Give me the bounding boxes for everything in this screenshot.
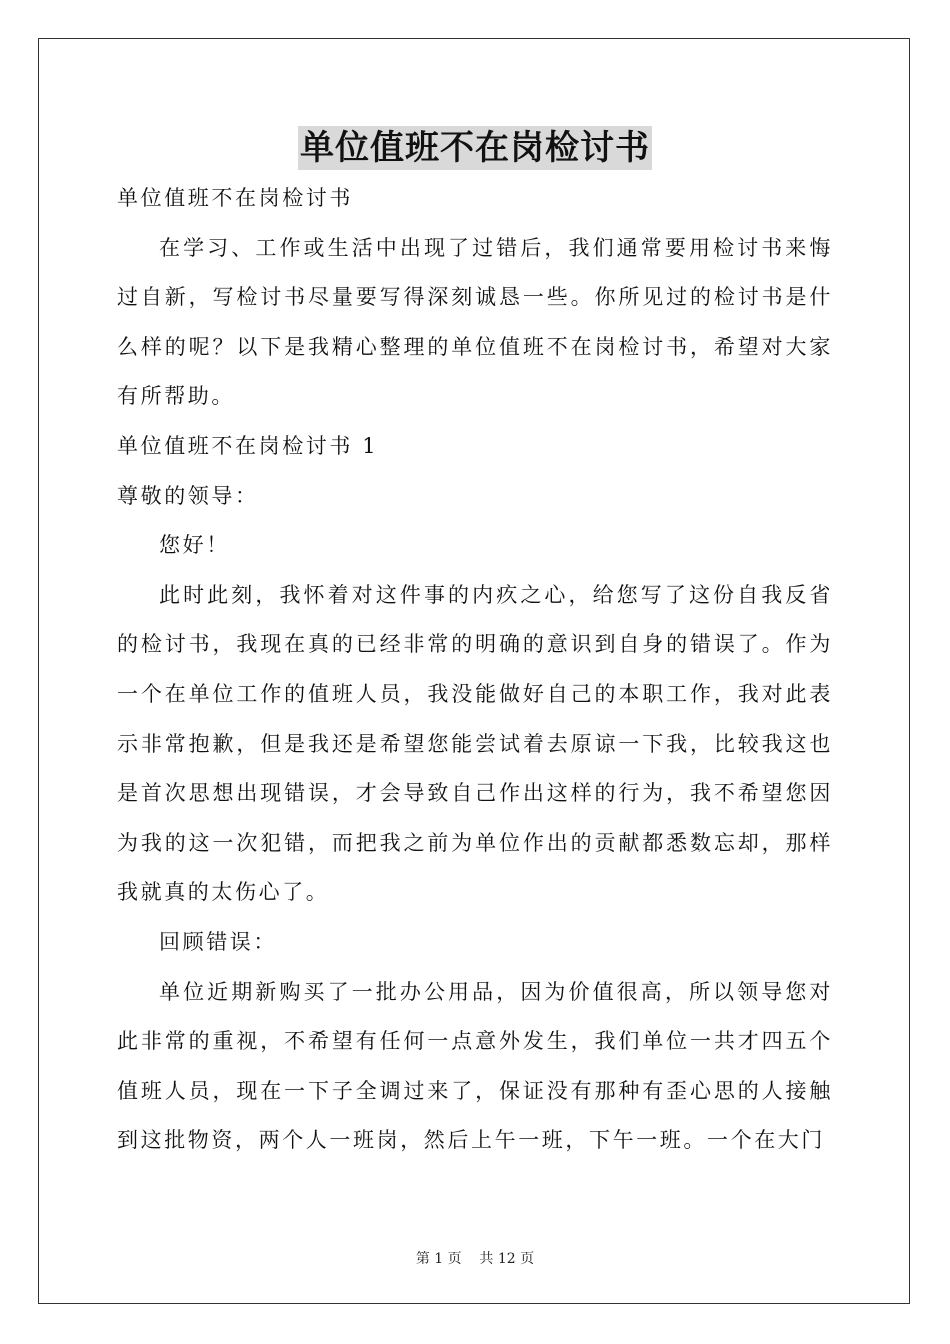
- page-footer: [0, 1248, 950, 1268]
- paragraph: 在学习、工作或生活中出现了过错后，我们通常要用检讨书来悔过自新，写检讨书尽量要写得深刻诚恳一些。你所见过的检讨书是什么样的呢？以下是我精心整理的单位值班不在岗检讨书，希望对大家有所帮助。: [117, 235, 833, 409]
- paragraph: 您好！: [159, 533, 230, 558]
- document-title: 单位值班不在岗检讨书: [300, 128, 650, 168]
- document-body: [117, 174, 833, 1166]
- paragraph: 尊敬的领导：: [117, 483, 259, 508]
- paragraph: 单位近期新购买了一批办公用品，因为价值很高，所以领导您对此非常的重视，不希望有任何一点意外发生，我们单位一共才四五个值班人员，现在一下子全调过来了，保证没有那种有歪心思的人接触到这批物资，两个人一班岗，然后上午一班，下午一班。一个在大门: [117, 979, 833, 1153]
- paragraph: 单位值班不在岗检讨书: [117, 186, 353, 210]
- title-wrap: [0, 126, 950, 170]
- paragraph: 回顾错误：: [159, 929, 277, 954]
- paragraph: 单位值班不在岗检讨书 1: [117, 433, 379, 458]
- paragraph: 此时此刻，我怀着对这件事的内疚之心，给您写了这份自我反省的检讨书，我现在真的已经非常的明确的意识到自身的错误了。作为一个在单位工作的值班人员，我没能做好自己的本职工作，我对此表示非常抱歉，但是我还是希望您能尝试着去原谅一下我，比较我这也是首次思想出现错误，才会导致自己作出这样的行为，我不希望您因为我的这一次犯错，而把我之前为单位作出的贡献都悉数忘却，那样我就真的太伤心了。: [117, 582, 833, 905]
- page-number: 第 1 页 共 12 页: [415, 1251, 535, 1267]
